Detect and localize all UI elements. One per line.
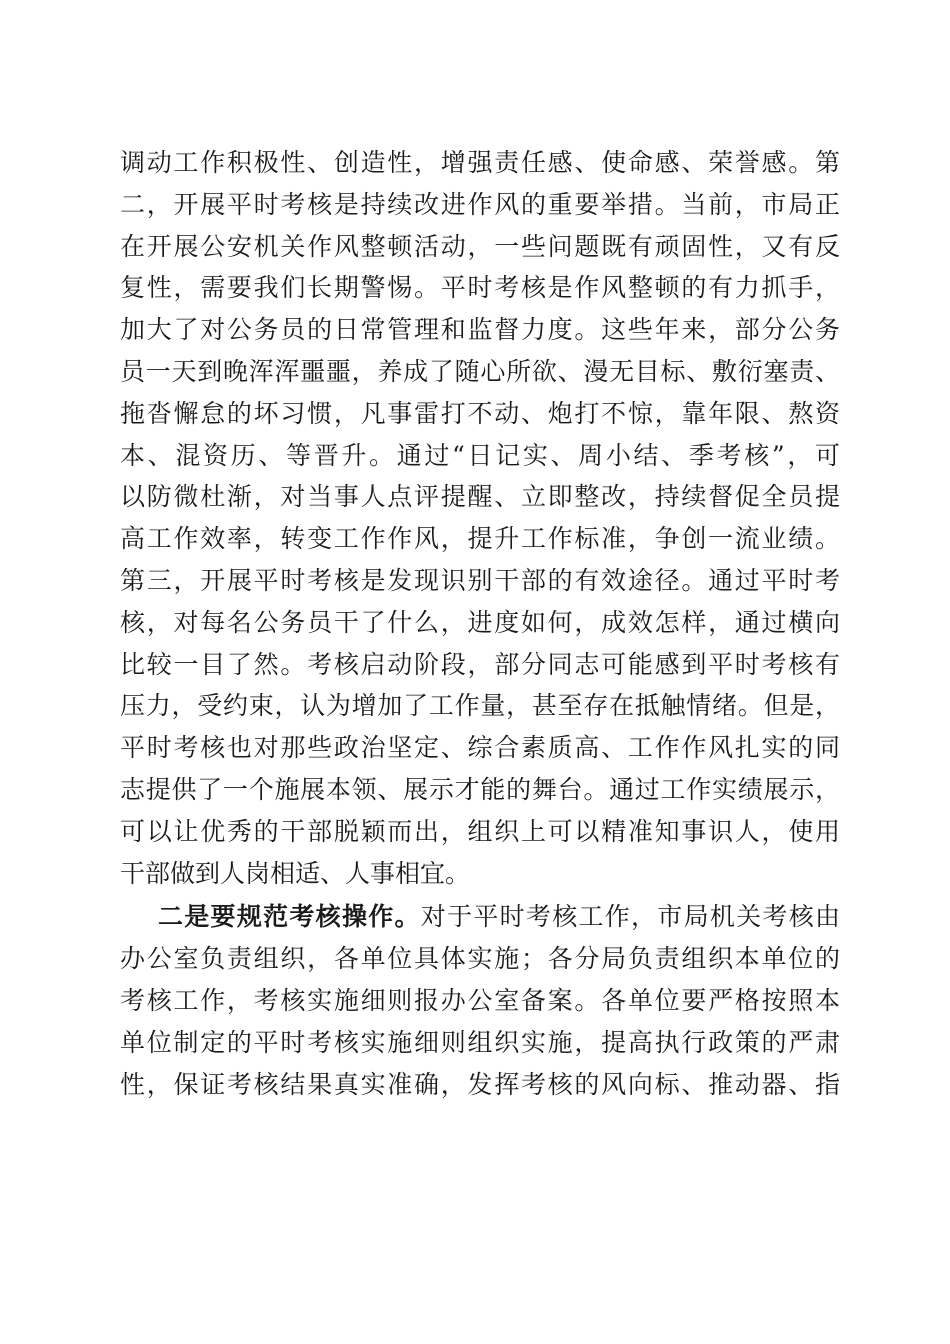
paragraph-1-last-line: 干部做到人岗相适、人事相宜。 — [120, 858, 471, 888]
paragraph-2-heading: 二是要规范考核操作。 — [158, 902, 421, 932]
paragraph-1-line: 可以让优秀的干部脱颖而出，组织上可以精准知事识人，使用 — [120, 816, 840, 846]
paragraph-1-line: 高工作效率，转变工作作风，提升工作标准，争创一流业绩。 — [120, 524, 840, 554]
paragraph-2-first-line — [120, 896, 840, 938]
paragraph-1-line: 比较一目了然。考核启动阶段，部分同志可能感到平时考核有 — [120, 649, 840, 679]
paragraph-1-line: 平时考核也对那些政治坚定、综合素质高、工作作风扎实的同 — [120, 733, 840, 763]
paragraph-2-line: 考核工作，考核实施细则报办公室备案。各单位要严格按照本 — [120, 985, 840, 1015]
paragraph-2-line: 单位制定的平时考核实施细则组织实施，提高执行政策的严肃 — [120, 1027, 840, 1057]
paragraph-2-first-line-text: 对于平时考核工作，市局机关考核由 — [420, 902, 840, 932]
paragraph-1-line: 调动工作积极性、创造性，增强责任感、使命感、荣誉感。第 — [120, 148, 840, 177]
paragraph-1-line: 加大了对公务员的日常管理和监督力度。这些年来，部分公务 — [120, 315, 840, 345]
paragraph-1-line: 志提供了一个施展本领、展示才能的舞台。通过工作实绩展示， — [120, 774, 840, 804]
paragraph-1-line: 压力，受约束，认为增加了工作量，甚至存在抵触情绪。但是， — [120, 691, 840, 721]
paragraph-1-line: 第三，开展平时考核是发现识别干部的有效途径。通过平时考 — [120, 565, 840, 595]
paragraph-1-line: 员一天到晚浑浑噩噩，养成了随心所欲、漫无目标、敷衍塞责、 — [120, 356, 840, 386]
document-body — [120, 142, 840, 1105]
paragraph-2-line: 办公室负责组织，各单位具体实施；各分局负责组织本单位的 — [120, 944, 840, 974]
paragraph-1-line: 以防微杜渐，对当事人点评提醒、立即整改，持续督促全员提 — [120, 482, 840, 512]
paragraph-1-line: 拖沓懈怠的坏习惯，凡事雷打不动、炮打不惊，靠年限、熬资 — [120, 398, 840, 428]
paragraph-1-line: 本、混资历、等晋升。通过“日记实、周小结、季考核”，可 — [120, 440, 840, 470]
paragraph-2-line: 性，保证考核结果真实准确，发挥考核的风向标、推动器、指 — [120, 1069, 840, 1099]
paragraph-1-line: 二，开展平时考核是持续改进作风的重要举措。当前，市局正 — [120, 189, 840, 219]
paragraph-1-line: 在开展公安机关作风整顿活动，一些问题既有顽固性，又有反 — [120, 231, 840, 261]
paragraph-1-line: 核，对每名公务员干了什么，进度如何，成效怎样，通过横向 — [120, 607, 840, 637]
paragraph-1-line: 复性，需要我们长期警惕。平时考核是作风整顿的有力抓手， — [120, 273, 840, 303]
